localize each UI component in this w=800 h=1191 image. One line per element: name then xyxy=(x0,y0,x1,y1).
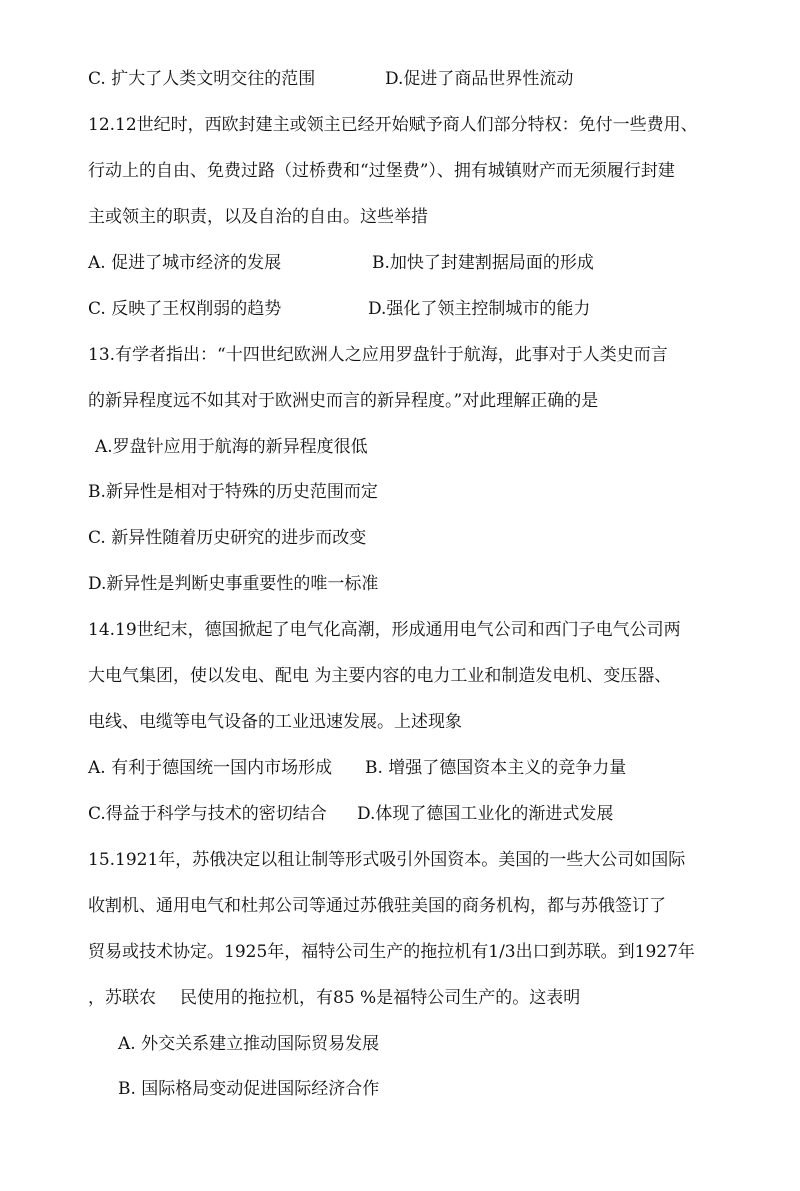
q12-option-d: D.强化了领主控制城市的能力 xyxy=(368,299,591,319)
q15-stem-line2: 收割机、通用电气和杜邦公司等通过苏俄驻美国的商务机构，都与苏俄签订了 xyxy=(88,896,666,916)
q15-stem-line1: 15.1921年，苏俄决定以租让制等形式吸引外国资本。美国的一些大公司如国际 xyxy=(88,850,686,870)
q11-option-d: D.促进了商品世界性流动 xyxy=(385,69,574,89)
q15-option-b: B. 国际格局变动促进国际经济合作 xyxy=(118,1079,380,1099)
q14-stem-line2: 大电气集团，使以发电、配电 为主要内容的电力工业和制造发电机、变压器、 xyxy=(88,666,672,686)
q14-option-a: A. 有利于德国统一国内市场形成 xyxy=(88,758,333,778)
q15-stem-line4-part2: 民使用的拖拉机，有85 %是福特公司生产的。这表明 xyxy=(180,988,581,1008)
q14-stem-line1: 14.19世纪末，德国掀起了电气化高潮，形成通用电气公司和西门子电气公司两 xyxy=(88,620,681,640)
q14-option-b: B. 增强了德国资本主义的竞争力量 xyxy=(365,758,627,778)
q13-stem-line1: 13.有学者指出：“十四世纪欧洲人之应用罗盘针于航海，此事对于人类史而言 xyxy=(88,345,668,365)
q13-option-b: B.新异性是相对于特殊的历史范围而定 xyxy=(88,482,378,502)
q15-option-a: A. 外交关系建立推动国际贸易发展 xyxy=(118,1034,380,1054)
q14-option-c: C.得益于科学与技术的密切结合 xyxy=(88,804,327,824)
q15-stem-line3: 贸易或技术协定。1925年，福特公司生产的拖拉机有1/3出口到苏联。到1927年 xyxy=(88,942,695,962)
q12-option-b: B.加快了封建割据局面的形成 xyxy=(372,253,594,273)
q14-option-d: D.体现了德国工业化的渐进式发展 xyxy=(357,804,614,824)
q14-stem-line3: 电线、电缆等电气设备的工业迅速发展。上述现象 xyxy=(88,712,462,732)
q12-stem-line2: 行动上的自由、免费过路（过桥费和“过堡费”）、拥有城镇财产而无须履行封建 xyxy=(88,161,675,181)
q12-option-a: A. 促进了城市经济的发展 xyxy=(88,253,282,273)
q12-option-c: C. 反映了王权削弱的趋势 xyxy=(88,299,282,319)
q13-option-d: D.新异性是判断史事重要性的唯一标准 xyxy=(88,574,379,594)
q13-option-c: C. 新异性随着历史研究的进步而改变 xyxy=(88,528,367,548)
q13-option-a: A.罗盘针应用于航海的新异程度很低 xyxy=(95,437,368,457)
q12-stem-line3: 主或领主的职责，以及自治的自由。这些举措 xyxy=(88,207,428,227)
q11-option-c: C. 扩大了人类文明交往的范围 xyxy=(88,69,316,89)
q12-stem-line1: 12.12世纪时，西欧封建主或领主已经开始赋予商人们部分特权：免付一些费用、 xyxy=(88,115,698,135)
q15-stem-line4-part1: ，苏联农 xyxy=(88,988,156,1008)
q13-stem-line2: 的新异程度远不如其对于欧洲史而言的新异程度。”对此理解正确的是 xyxy=(88,391,599,411)
